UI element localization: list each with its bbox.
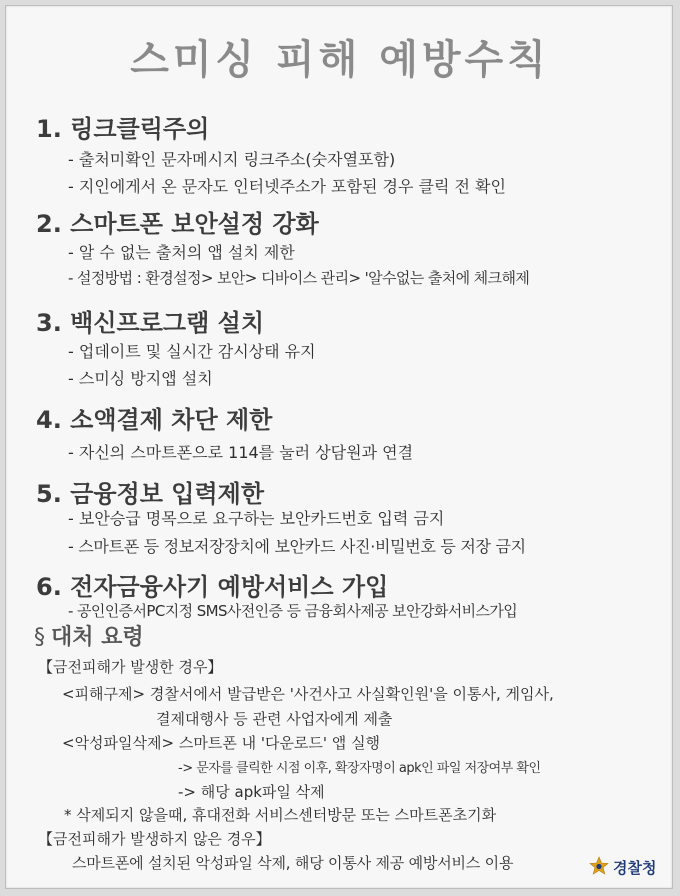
item-heading-5: 5. 금융정보 입력제한 [36,480,264,508]
item-3-bullet-1: - 업데이트 및 실시간 감시상태 유지 [68,342,316,361]
section-mark: § [34,625,45,650]
item-heading-4: 4. 소액결제 차단 제한 [36,406,273,434]
item-heading-3: 3. 백신프로그램 설치 [36,309,264,337]
item-heading-2: 2. 스마트폰 보안설정 강화 [36,210,319,238]
item-2-bullet-2: - 설정방법 : 환경설정> 보안> 디바이스 관리> '알수없는 출처에 체크해제 [68,269,530,287]
item-1-bullet-2: - 지인에게서 온 문자도 인터넷주소가 포함된 경우 클릭 전 확인 [68,177,506,196]
response-heading-text: 대처 요령 [51,625,144,650]
item-4-bullet-1: - 자신의 스마트폰으로 114를 눌러 상담원과 연결 [68,443,414,462]
police-emblem-icon [588,856,610,878]
page-title: 스미싱 피해 예방수칙 [130,37,550,83]
undamaged-line: 스마트폰에 설치된 악성파일 삭제, 해당 이통사 제공 예방서비스 이용 [72,854,514,872]
reset-note: * 삭제되지 않을때, 휴대전화 서비스센터방문 또는 스마트폰초기화 [64,806,497,824]
undamaged-case-label: 【금전피해가 발생하지 않은 경우】 [38,830,271,848]
item-3-bullet-2: - 스미싱 방지앱 설치 [68,369,213,388]
item-6-bullet-1: - 공인인증서PC지정 SMS사전인증 등 금융회사제공 보안강화서비스가입 [68,602,518,620]
logo-text: 경찰청 [613,858,657,877]
police-logo [588,854,656,880]
item-5-bullet-2: - 스마트폰 등 정보저장장치에 보안카드 사진·비밀번호 등 저장 금지 [68,537,526,556]
damaged-case-label: 【금전피해가 발생한 경우】 [38,658,223,676]
item-heading-6: 6. 전자금융사기 예방서비스 가입 [36,573,389,601]
item-5-bullet-1: - 보안승급 명목으로 요구하는 보안카드번호 입력 금지 [68,509,445,528]
malware-arrow-2: -> 해당 apk파일 삭제 [178,783,325,801]
item-1-bullet-1: - 출처미확인 문자메시지 링크주소(숫자열포함) [68,150,396,169]
item-heading-1: 1. 링크클릭주의 [36,115,210,143]
response-heading [34,620,144,651]
malware-delete-line: <악성파일삭제> 스마트폰 내 '다운로드' 앱 실행 [62,734,381,752]
item-2-bullet-1: - 알 수 없는 출처의 앱 설치 제한 [68,243,295,262]
relief-line-2: 결제대행사 등 관련 사업자에게 제출 [156,710,393,728]
malware-arrow-1: -> 문자를 클릭한 시점 이후, 확장자명이 apk인 파일 저장여부 확인 [178,761,541,776]
relief-line-1: <피해구제> 경찰서에서 발급받은 '사건사고 사실확인원'을 이통사, 게임사, [62,685,554,703]
